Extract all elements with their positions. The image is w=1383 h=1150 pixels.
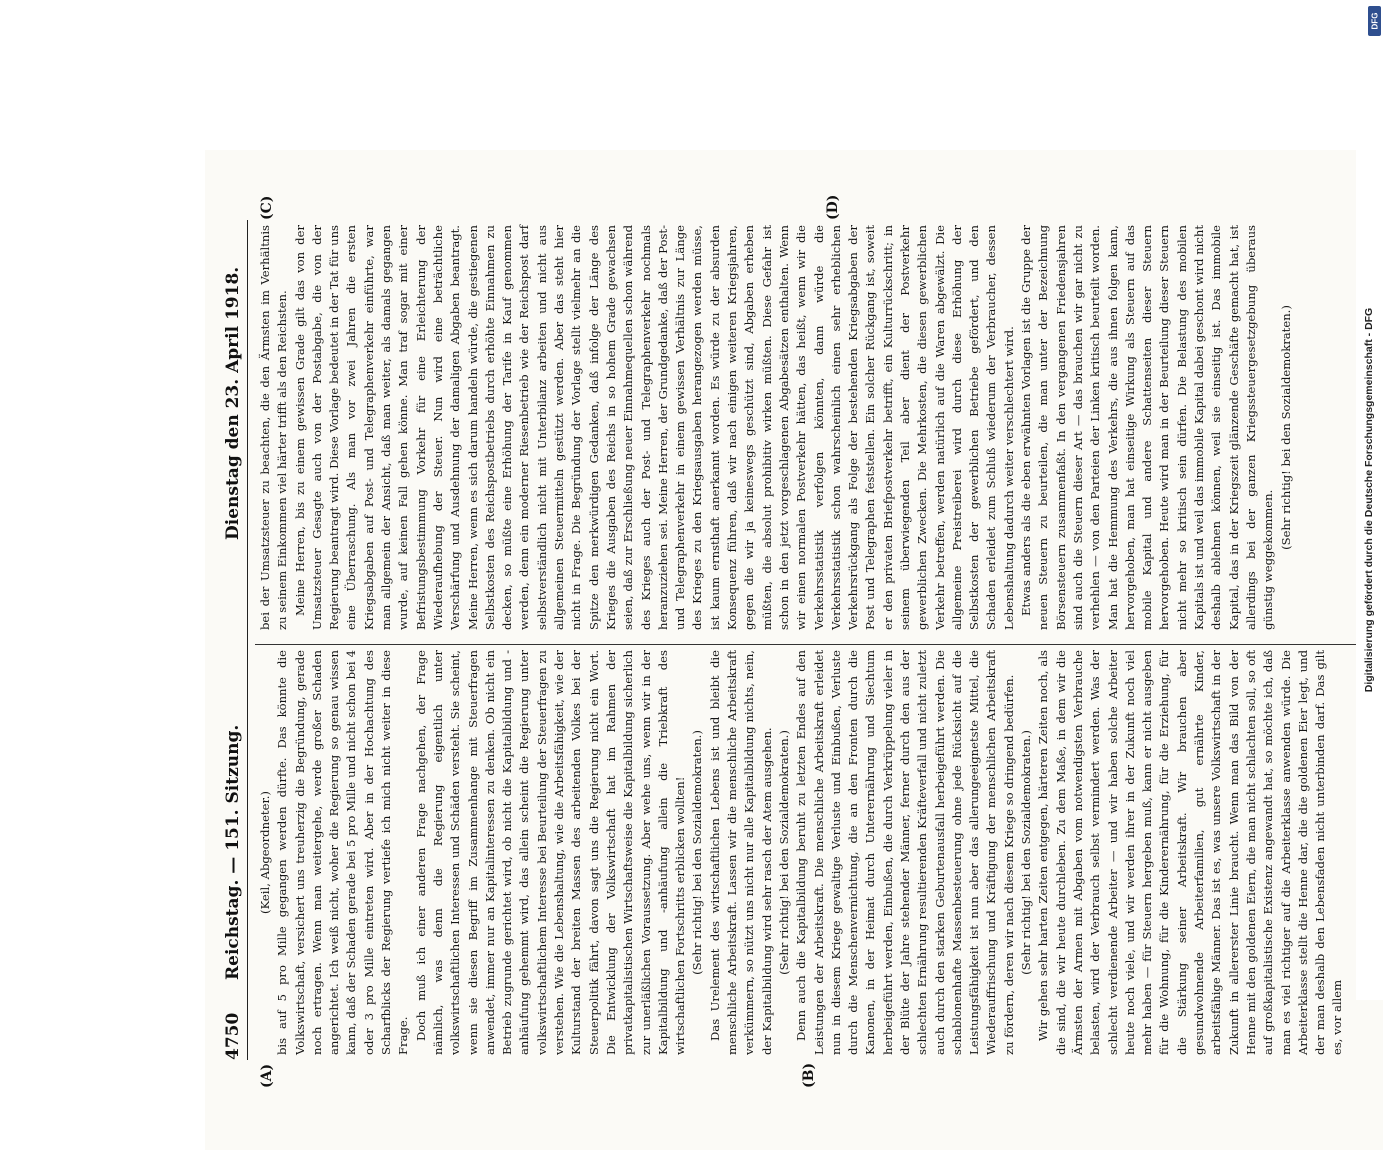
logo-text: DFG xyxy=(1370,12,1379,30)
margin-marker-d: (D) xyxy=(825,194,841,220)
dfg-logo xyxy=(1368,6,1381,36)
left-column xyxy=(257,650,1347,1055)
margin-marker-b: (B) xyxy=(801,1062,817,1088)
page-header xyxy=(219,220,248,1060)
interjection: (Sehr richtig! bei den Sozialdemokraten.) xyxy=(690,730,705,975)
paragraph: Denn auch die Kapitalbildung beruht zu letzten Endes auf den Leistungen der Arbeitskraft. Die menschliche Arbeitskraft erleidet nun in diesem Kriege gewaltige Verluste und Einbußen, Verluste durch die Menschenvernichtung, die an den Fronten durch die Kanonen, in der Heimat durch Unterernährung und Siechtum herbeigeführt werden, Einbußen, die durch Verkrüppelung vieler in der Blüte der Jahre stehender Männer, ferner durch den aus der schlechten Ernährung resultierenden Kräfteverfall und nicht zuletzt auch durch den starken Geburtenausfall herbeigeführt werden. Die schablonenhafte Massenbesteuerung ohne jede Rücksicht auf die Leistungsfähigkeit ist nun aber das allerungeeignetste Mittel, die Wiederauffrischung und Kräftigung der menschlichen Arbeitskraft zu fördern, deren wir nach diesem Kriege so dringend bedürfen. xyxy=(794,650,1016,1055)
margin-marker-a: (A) xyxy=(259,1063,275,1088)
speaker-line: (Keil, Abgeordneter.) xyxy=(258,791,272,914)
paragraph: Doch muß ich einer anderen Frage nachgehen, der Frage nämlich, was denn die Regierung eigentlich unter volkswirtschaftlichen Interessen und Schäden versteht. Sie scheint, wenn sie diesen Begriff im Zusammenhange mit Steuerfragen anwendet, immer nur an Kapitalinteressen zu denken. Ob nicht ein Betrieb zugrunde gerichtet wird, ob nicht die Kapitalbildung und -anhäufung gehemmt wird, das allein scheint die Regierung unter volkswirtschaftlichem Interesse bei Beurteilung der Steuerfragen zu verstehen. Wie die Lebenshaltung, wie die Arbeitsfähigkeit, wie der Kulturstand der breiten Massen des arbeitenden Volkes bei der Steuerpolitik fährt, davon sagt uns die Regierung nicht ein Wort. Die Entwicklung der Volkswirtschaft hat im Rahmen der privatkapitalistischen Wirtschaftsweise die Kapitalbildung sicherlich zur unerläßlichen Voraussetzung. Aber wehe uns, wenn wir in der Kapitalbildung und -anhäufung allein die Triebkraft des wirtschaftlichen Fortschritts erblicken wollten! xyxy=(413,650,688,1055)
paragraph: Etwas anders als die eben erwähnten Vorlagen ist die Gruppe der neuen Steuern zu beurteilen, die man unter der Bezeichnung Börsensteuern zusammenfaßt. In den vergangenen Friedensjahren sind auch die Steuern dieser Art — das brauchen wir gar nicht zu verhehlen — von den Parteien der Linken kritisch beurteilt worden. Man hat die Hemmung des Verkehrs, die aus ihnen folgen kann, hervorgehoben, man hat einseitige Wirkung als Steuern auf das mobile Kapital und andere Schattenseiten dieser Steuern hervorgehoben. Heute wird man in der Beurteilung dieser Steuern nicht mehr so kritisch sein dürfen. Die Belastung des mobilen Kapitals ist und weil das immobile Kapital dabei geschont wird nicht deshalb ablehnen können, weil sie einseitig ist. Das immobile Kapital, das in der Kriegszeit glänzende Geschäfte gemacht hat, ist allerdings bei der ganzen Kriegssteuergesetzgebung überaus günstig weggekommen. xyxy=(1019,225,1276,630)
interjection: (Sehr richtig! bei den Sozialdemokraten.) xyxy=(776,730,791,975)
right-column xyxy=(257,225,1295,630)
session-date: Dienstag den 23. April 1918. xyxy=(223,266,243,540)
interjection: (Sehr richtig! bei den Sozialdemokraten.) xyxy=(1019,730,1034,975)
paragraph: bei der Umsatzsteuer zu beachten, die den Ärmsten im Verhältnis zu seinem Einkommen viel härter trifft als den Reichsten. xyxy=(258,225,290,630)
scanned-page xyxy=(205,150,1383,1150)
scan-margin xyxy=(0,0,55,1000)
paragraph: bis auf 5 pro Mille gegangen werden dürfte. Das könnte die Volkswirtschaft, versichert uns treuherzig die Begründung, gerade noch ertragen. Wenn man weitergehe, werde großer Schaden angerichtet. Ich weiß nicht, woher die Regierung so genau wissen kann, daß der Schaden gerade bei 5 pro Mille und nicht schon bei 4 oder 3 pro Mille eintreten wird. Aber in der Hochachtung des Scharfblicks der Regierung vertiefe ich mich nicht weiter in diese Frage. xyxy=(275,650,411,1055)
credit-text: Digitalisierung gefördert durch die Deutsche Forschungsgemeinschaft - DFG xyxy=(1363,307,1375,693)
interjection: (Sehr richtig! bei den Sozialdemokraten.) xyxy=(1278,305,1293,550)
paragraph: Meine Herren, bis zu einem gewissen Grade gilt das von der Umsatzsteuer Gesagte auch von der Postabgabe, die von der Regierung beantragt wird. Diese Vorlage bedeutet in der Tat für uns eine Überraschung. Als man vor zwei Jahren die ersten Kriegsabgaben auf Post- und Telegraphenverkehr einführte, war man allgemein der Ansicht, daß man weiter, als damals gegangen wurde, auf keinen Fall gehen könne. Man traf sogar mit einer Befristungsbestimmung Vorkehr für eine Erleichterung der Wiederaufhebung der Steuer. Nun wird eine beträchtliche Verschärfung und Ausdehnung der damaligen Abgaben beantragt. Meine Herren, wenn es sich darum handeln würde, die gestiegenen Selbstkosten des Reichspostbetriebs durch erhöhte Einnahmen zu decken, so müßte eine Erhöhung der Tarife in Kauf genommen werden, denn ein moderner Riesenbetrieb wie der Reichspost darf selbstverständlich nicht mit Unterbilanz arbeiten und nicht aus allgemeinen Steuermitteln gestützt werden. Aber das steht hier nicht in Frage. Die Begründung der Vorlage stellt vielmehr an die Spitze den merkwürdigen Gedanken, daß infolge der Länge des Krieges die Ausgaben des Reichs in so hohem Grade gewachsen seien, daß zur Erschließung neuer Einnahmequellen schon während des Krieges auch der Post- und Telegraphenverkehr nochmals heranzuziehen sei. Meine Herren, der Grundgedanke, daß der Post- und Telegraphenverkehr in einem gewissen Verhältnis zur Länge des Krieges zu den Kriegsausgaben herangezogen werden müsse, ist kaum ernsthaft anerkannt worden. Es würde zu der absurden Konsequenz führen, daß wir nach einigen weiteren Kriegsjahren, gegen die wir ja keineswegs geschützt sind, Abgaben erheben müßten, die absolut prohibitiv wirken müßten. Diese Gefahr ist schon in den jetzt vorgeschlagenen Abgabesätzen enthalten. Wenn wir einen normalen Postverkehr hätten, das heißt, wenn wir die Verkehrsstatistik verfolgen könnten, dann würde die Verkehrsstatistik schon wahrscheinlich einen sehr erheblichen Verkehrsrückgang als Folge der bestehenden Kriegsabgaben der Post und Telegraphen feststellen. Ein solcher Rückgang ist, soweit er den privaten Briefpostverkehr betrifft, ein Kulturrückschritt; in seinem überwiegenden Teil aber dient der Postverkehr gewerblichen Zwecken. Die Mehrkosten, die diesen gewerblichen Verkehr betreffen, werden natürlich auf die Waren abgewälzt. Die allgemeine Preistreiberei wird durch diese Erhöhung der Selbstkosten der gewerblichen Betriebe gefördert, und den Schaden erleidet zum Schluß wiederum der Verbraucher, dessen Lebenshaltung dadurch weiter verschlechtert wird. xyxy=(292,225,1016,630)
paragraph: Wir gehen sehr harten Zeiten entgegen, härteren Zeiten noch, als die sind, die wir heute durchleben. Zu dem Maße, in dem wir die Ärmsten der Armen mit Abgaben vom notwendigsten Verbrauche belasten, wird der Verbrauch selbst vermindert werden. Was der schlecht verdienende Arbeiter — und wir haben solche Arbeiter heute noch viele, und wir werden ihrer in der Zukunft noch viel mehr haben — für Steuern hergeben muß, kann er nicht ausgeben für die Wohnung, für die Kinderernährung, für die Erziehung, für die Stärkung seiner Arbeitskraft. Wir brauchen aber gesundwohnende Arbeiterfamilien, gut ernährte Kinder, arbeitsfähige Männer. Das ist es, was unsere Volkswirtschaft in der Zukunft in allererster Linie braucht. Wenn man das Bild von der Henne mit den goldenen Eiern, die man nicht schlachten soll, so oft auf großkapitalistische Existenz angewandt hat, so möchte ich, daß man es viel richtiger auf die Arbeiterklasse anwenden würde. Die Arbeiterklasse stellt die Henne dar, die die goldenen Eier legt, und der man deshalb den Lebensfaden nicht unterbinden darf. Das gilt es, vor allem xyxy=(1036,650,1345,1055)
column-divider xyxy=(255,644,1383,645)
digitization-credit xyxy=(1356,0,1383,1000)
session-title: Reichstag. — 151. Sitzung. xyxy=(223,724,243,980)
paragraph: Das Urelement des wirtschaftlichen Lebens ist und bleibt die menschliche Arbeitskraft. Lassen wir die menschliche Arbeitskraft verkümmern, so nützt uns nicht nur alle Kapitalbildung nichts, nein, der Kapitalbildung wird sehr rasch der Atem ausgehen. xyxy=(707,650,774,1055)
margin-marker-c: (C) xyxy=(259,195,275,220)
page-number: 4750 xyxy=(223,1012,243,1060)
